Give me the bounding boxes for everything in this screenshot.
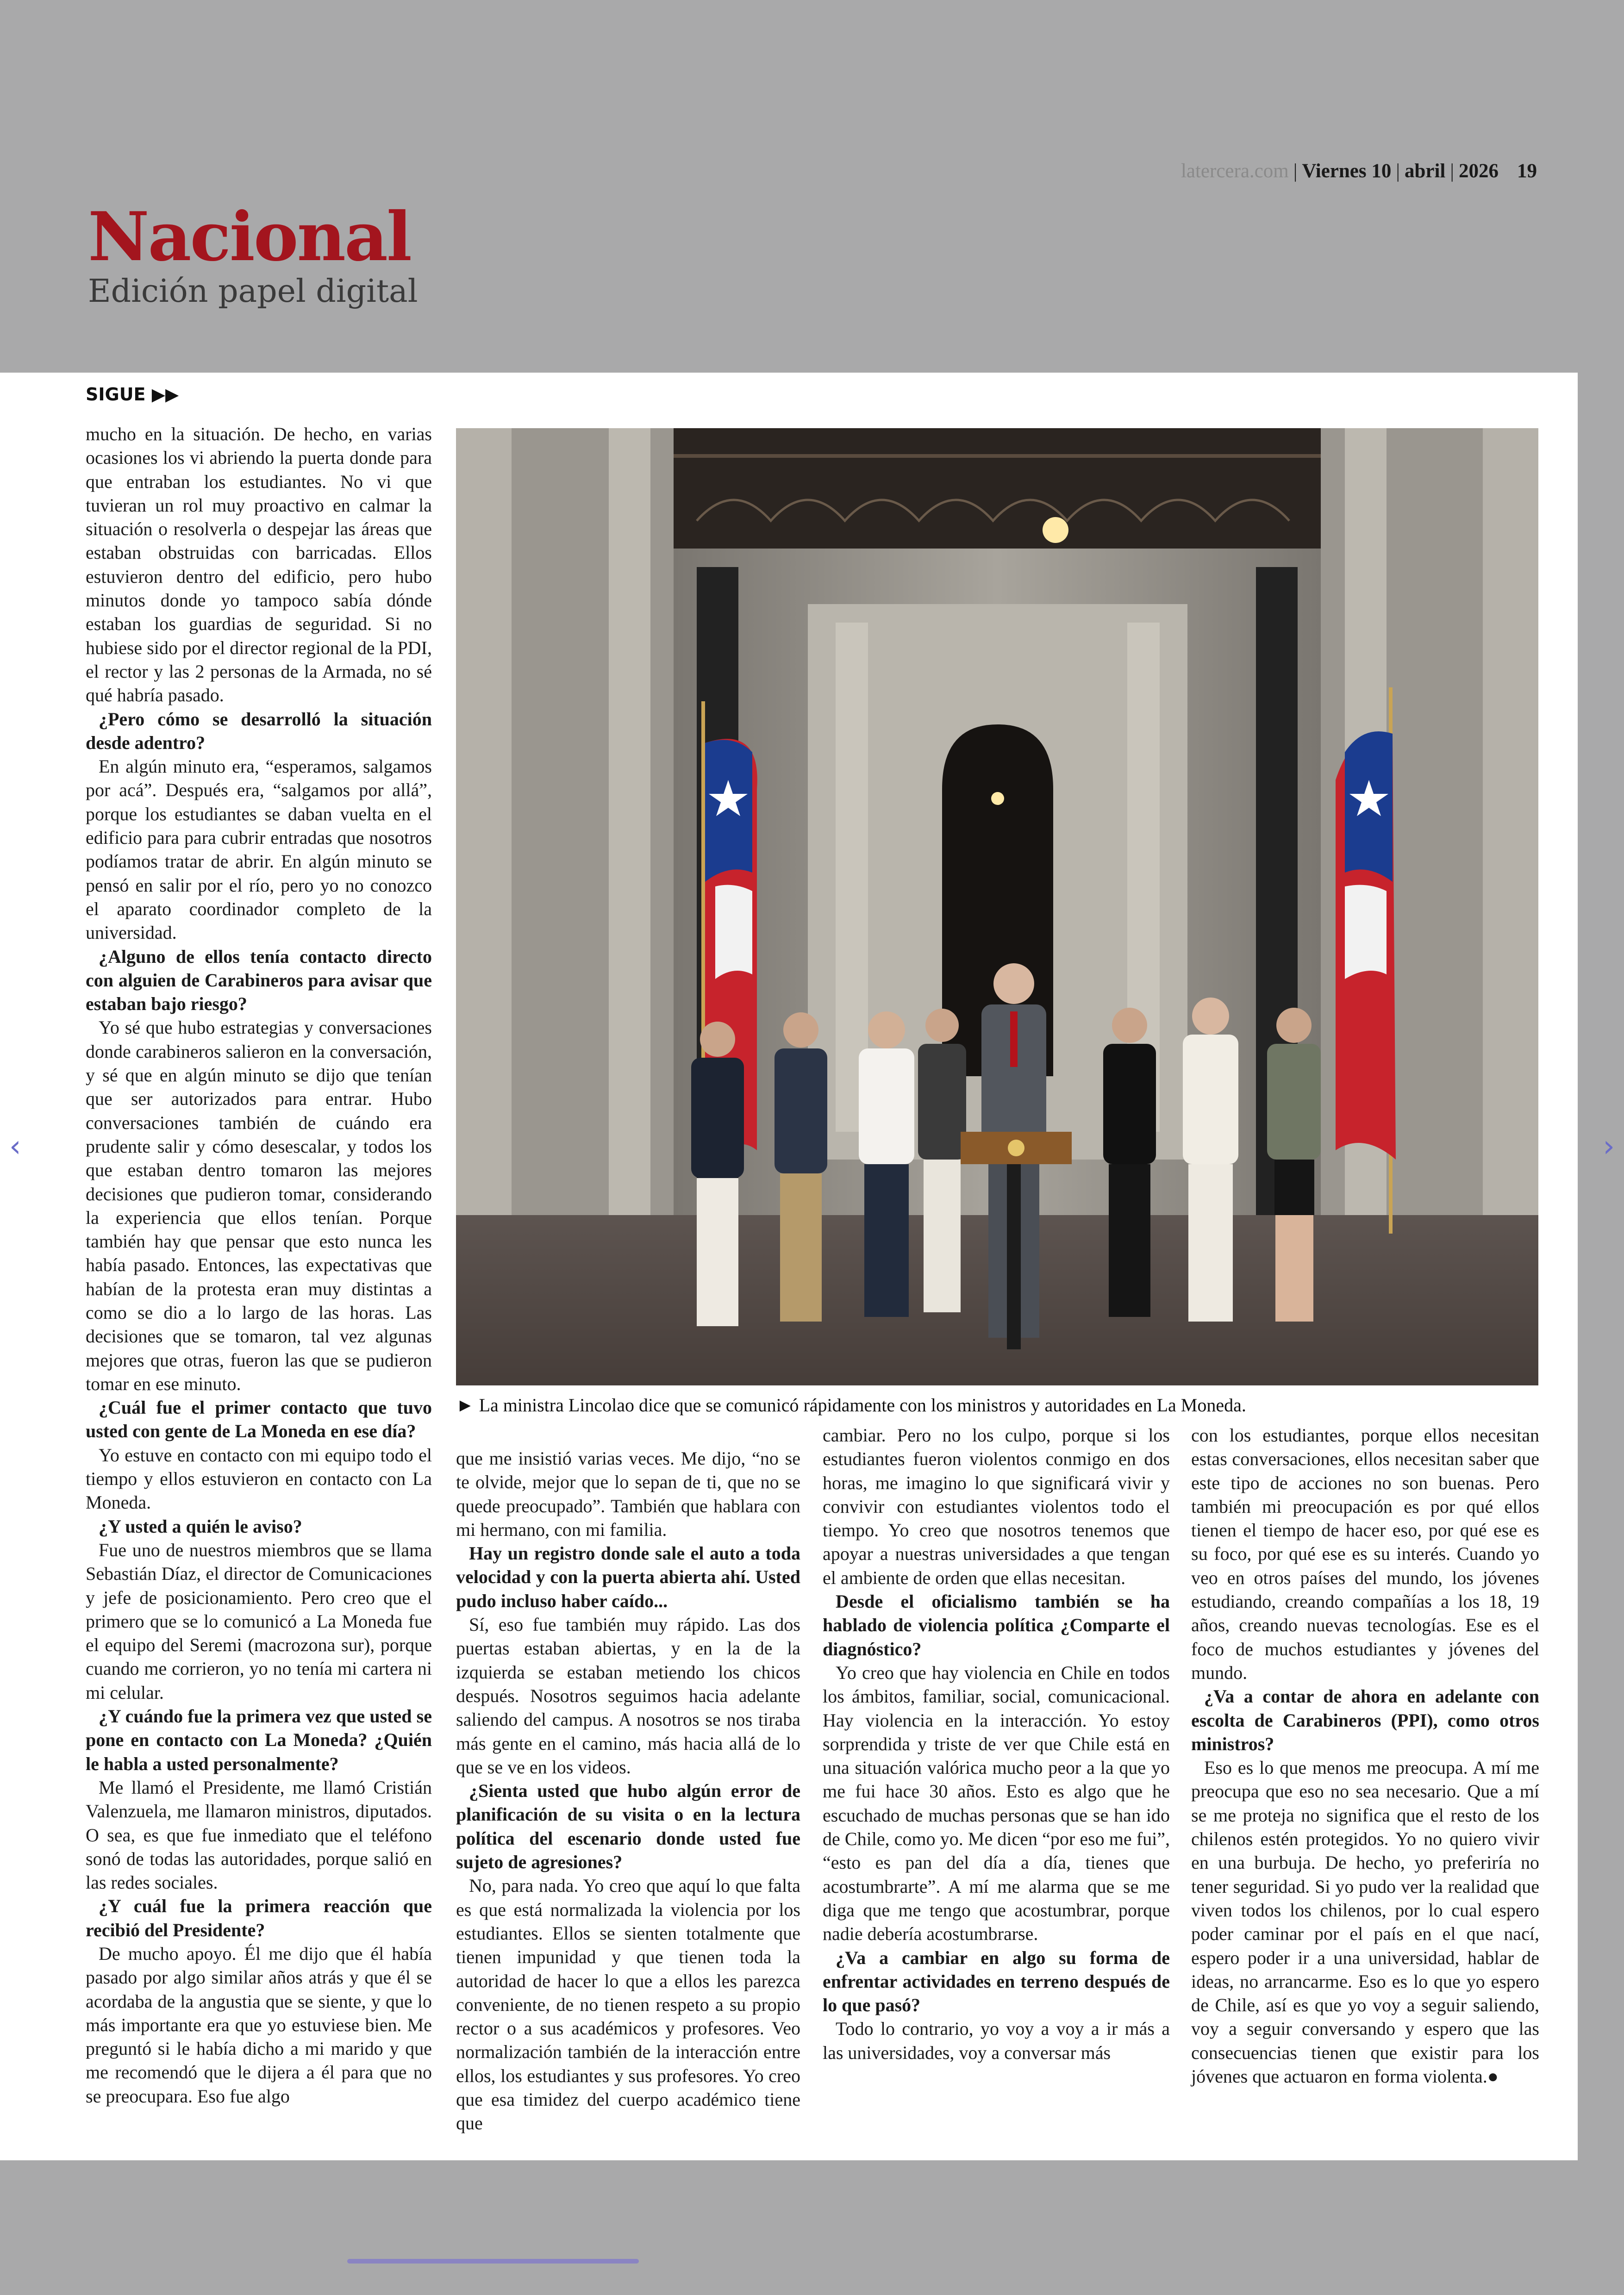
interview-answer: Me llamó el Presidente, me llamó Cristián Valenzuela, me llamaron ministros, diputados. O sea, es que fue inmediato que el teléfono sonó de todas las autoridades, porque salió en las redes sociales. [86,1777,432,1893]
chevron-left-icon: ‹ [9,1129,21,1164]
interview-answer: Fue uno de nuestros miembros que se llama Sebastián Díaz, el director de Comunicaciones y jefe de posicionamiento. Pero creo que el primero que se lo comunicó a La Moneda fue el equipo del Seremi (macrozona sur), porque cuando me corrieron, yo no tenía mi cartera ni mi celular. [86,1539,432,1703]
interview-answer: con los estudiantes, porque ellos necesitan estas conversaciones, ellos necesitan saber que este tipo de acciones no son buenas. Pero también mi preocupación es por qué ellos tienen el tiempo de hacer eso, por qué ese es su foco, por qué ese es su interés. Cuando yo veo en otros países del mundo, los jóvenes estudiando, creando compañías a los 18, 19 años, creando nuevas tecnologías. Ese es el foco de muchos estudiantes y jóvenes del mundo. [1191,1425,1539,1683]
article-photo [456,428,1538,1385]
interview-answer: Yo estuve en contacto con mi equipo todo el tiempo y ellos estuvieron en contacto con La Moneda. [86,1444,432,1513]
edition-subtitle: Edición papel digital [88,273,418,310]
interview-question: ¿Y usted a quién le aviso? [99,1515,302,1537]
interview-answer: Todo lo contrario, yo voy a voy a ir más a las universidades, voy a conversar más [823,2018,1170,2063]
prev-page-button[interactable] [9,1129,21,1164]
site-name: latercera.com [1181,160,1289,182]
interview-answer: que me insistió varias veces. Me dijo, “no se te olvide, mejor que lo sepan de ti, que no se quede preocupado”. También que hablara con mi hermano, con mi familia. [456,1448,800,1540]
interview-answer: No, para nada. Yo creo que aquí lo que falta es que está normalizada la violencia por los estudiantes. Ellos se sienten totalmente que tienen impunidad y que tienen toda la autoridad de hacer lo que a ellos les parezca conveniente, de no tienen respeto a su propio rector o a sus académicos y profesores. Veo normalización también de la interacción entre ellos, los estudiantes y sus profesores. Yo creo que esa timidez del cuerpo académico tiene que [456,1875,800,2134]
interview-answer: Yo creo que hay violencia en Chile en todos los ámbitos, familiar, social, comunicacional. Hay violencia en la interacción. Yo estoy sorprendida y triste de ver que Chile está en una situación valórica mucho peor a la que yo me fui hace 30 años. Esto es algo que he escuchado de muchas personas que se han ido de Chile, como yo. Me dicen “por eso me fui”, “esto es pan del día a día, tienes que acostumbrarte”. A mí me alarma que se me diga que me tengo que acostumbrar, porque nadie debería acostumbrarse. [823,1662,1170,1945]
section-title: Nacional [88,198,411,276]
article-column-2 [456,1447,800,2135]
month: abril [1404,160,1446,182]
page-number: 19 [1517,160,1537,182]
interview-answer: Yo sé que hubo estrategias y conversaciones donde carabineros salieron en la conversación, y sé que en algún minuto se dijo que tenían que ser autorizados para entrar. Hubo conversaciones también de cuándo era prudente salir y cómo desescalar, y todos los que estaban dentro tomaron las mejores decisiones que pudieron tomar, considerando la experiencia que ellos tenían. Porque también hay que pensar que esto nunca les había pasado. Entonces, las expectativas que habían de la protesta eran muy distintas a como se dio a lo largo de las horas. Las decisiones que se tomaron, tal vez algunas mejores que otras, fueron las que se pudieron tomar en ese minuto. [86,1017,432,1394]
article-column-3 [823,1423,1170,2064]
la-moneda-press-photo [456,428,1538,1385]
interview-question: ¿Cuál fue el primer contacto que tuvo usted con gente de La Moneda en ese día? [86,1397,432,1442]
interview-question: Desde el oficialismo también se ha hablado de violencia política ¿Comparte el diagnóstico? [823,1591,1170,1659]
interview-answer: En algún minuto era, “esperamos, salgamos por acá”. Después era, “salgamos por allá”, porque los estudiantes se daban vuelta en el edificio para para cubrir entradas que nosotros podíamos tratar de abrir. En algún minuto se pensó en salir por el río, pero yo no conozco el aparato coordinador completo de la universidad. [86,756,432,943]
interview-answer: mucho en la situación. De hecho, en varias ocasiones los vi abriendo la puerta donde para que entraban los estudiantes. No vi que tuvieran un rol muy proactivo en calmar la situación o resolverla o despejar las áreas que estaban obstruidas con barricadas. Ellos estuvieron dentro del edificio, pero hubo minutos donde yo tampoco sabía dónde estaban los guardias de seguridad. Si no hubiese sido por el director regional de la PDI, el rector y las 2 personas de la Armada, no sé qué habría pasado. [86,424,432,706]
interview-question: ¿Alguno de ellos tenía contacto directo con alguien de Carabineros para avisar que estaban bajo riesgo? [86,946,432,1015]
interview-question: ¿Y cuál fue la primera reacción que recibió del Presidente? [86,1896,432,1940]
article-column-1 [86,422,432,2108]
interview-question: ¿Sienta usted que hubo algún error de planificación de su visita o en la lectura política del escenario donde usted fue sujeto de agresiones? [456,1780,800,1873]
page-scroll-indicator[interactable] [347,2259,639,2264]
weekday: Viernes 10 [1302,160,1392,182]
year: 2026 [1459,160,1499,182]
divider: | [1450,160,1454,182]
divider: | [1396,160,1400,182]
interview-answer: Sí, eso fue también muy rápido. Las dos puertas estaban abiertas, y en la de la izquierda se estaban metiendo los chicos después. Nosotros seguimos hacia adelante saliendo del campus. A nosotros se nos tiraba más gente en el camino, más hacia allá de lo que se ve en los videos. [456,1614,800,1777]
interview-answer: cambiar. Pero no los culpo, porque si los estudiantes fueron violentos conmigo en dos horas, me imagino lo que significará vivir y convivir con estudiantes violentos todo el tiempo. Yo creo que nosotros tenemos que apoyar a nuestras universidades a que tengan el ambiente de orden que ellas necesitan. [823,1425,1170,1588]
divider: | [1293,160,1298,182]
interview-answer: Eso es lo que menos me preocupa. A mí me preocupa que eso no sea necesario. Que a mí se me proteja no significa que el resto de los chilenos estén protegidos. Yo no quiero vivir en una burbuja. De hecho, yo preferiría no tener seguridad. Si yo pudo ver la realidad que viven todos los chilenos, por lo cual espero poder caminar por el país en el que nací, espero poder ir a una universidad, hablar de ideas, no arrancarme. Eso es lo que yo espero de Chile, así es que yo voy a seguir saliendo, voy a seguir conversando y espero que las consecuencias tienen que existir para los jóvenes que actuaron en forma violenta.● [1191,1757,1539,2087]
interview-question: ¿Pero cómo se desarrolló la situación desde adentro? [86,708,432,753]
interview-question: Hay un registro donde sale el auto a toda velocidad y con la puerta abierta ahí. Usted pudo incluso haber caído... [456,1543,800,1611]
interview-question: ¿Y cuándo fue la primera vez que usted se pone en contacto con La Moneda? ¿Quién le habla a usted personalmente? [86,1706,432,1774]
chevron-right-icon: › [1603,1129,1615,1164]
article-column-4 [1191,1423,1539,2088]
interview-answer: De mucho apoyo. Él me dijo que él había pasado por algo similar años atrás y que él se acordaba de la angustia que se siente, y que lo más importante era que yo estuviese bien. Me preguntó si le había dicho a mi marido y que me recomendó que le dijera a él para que no se preocupara. Eso fue algo [86,1943,432,2107]
continue-label: SIGUE ▶▶ [86,384,179,405]
interview-question: ¿Va a contar de ahora en adelante con escolta de Carabineros (PPI), como otros ministros? [1191,1686,1539,1754]
next-page-button[interactable] [1603,1129,1615,1164]
photo-caption: ► La ministra Lincolao dice que se comunicó rápidamente con los ministros y autoridades en La Moneda. [456,1395,1246,1416]
interview-question: ¿Va a cambiar en algo su forma de enfrentar actividades en terreno después de lo que pasó? [823,1947,1170,2016]
page-header-info [1181,160,1537,182]
